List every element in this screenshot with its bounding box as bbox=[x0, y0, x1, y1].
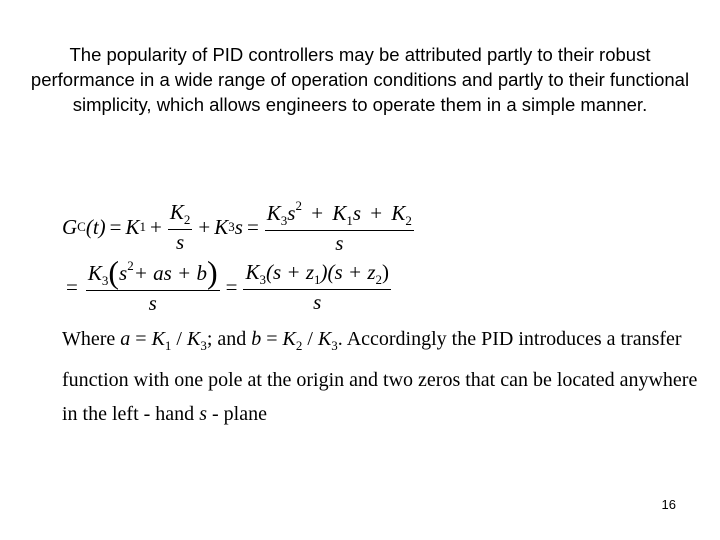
eq-subscript: 3 bbox=[280, 213, 288, 228]
prose-symbol: s bbox=[199, 403, 207, 425]
prose-subscript: 3 bbox=[331, 338, 338, 353]
eq-symbol: s bbox=[335, 231, 344, 256]
eq-symbol: G bbox=[62, 214, 78, 239]
eq-subscript: 2 bbox=[183, 211, 191, 227]
pid-factored-equation bbox=[62, 254, 393, 316]
eq-operator: = bbox=[66, 274, 78, 299]
eq-subscript: 3 bbox=[259, 271, 266, 287]
prose-symbol: b bbox=[251, 328, 262, 350]
eq-operator: + bbox=[150, 214, 162, 239]
prose-text: = bbox=[130, 328, 152, 350]
eq-fraction bbox=[168, 200, 193, 255]
prose-symbol: K bbox=[317, 328, 332, 350]
eq-subscript: 1 bbox=[346, 213, 353, 228]
page-number: 16 bbox=[661, 497, 676, 512]
eq-symbol: s bbox=[287, 201, 296, 225]
eq-subscript: 3 bbox=[101, 273, 109, 288]
eq-subscript: C bbox=[77, 219, 86, 235]
eq-operator: = bbox=[246, 214, 259, 239]
eq-symbol: K bbox=[266, 201, 281, 225]
eq-subscript: 2 bbox=[375, 271, 383, 287]
eq-symbol: K bbox=[125, 214, 140, 239]
prose-symbol: K bbox=[151, 328, 165, 350]
eq-fraction bbox=[265, 198, 414, 256]
eq-symbol: s bbox=[148, 291, 157, 316]
prose-symbol: K bbox=[186, 328, 201, 350]
eq-operator: + bbox=[370, 201, 383, 225]
prose-text: . Accordingly the PID introduces a transfer function with one pole at the origin and two zeros that can be located anywhere in the left - hand bbox=[62, 328, 698, 425]
eq-subscript: 2 bbox=[405, 213, 412, 228]
eq-expression: )(s + z bbox=[320, 259, 376, 284]
eq-subscript: 1 bbox=[139, 219, 147, 235]
pid-transfer-function-equation bbox=[62, 198, 416, 256]
eq-symbol: s bbox=[176, 229, 185, 254]
intro-paragraph: The popularity of PID controllers may be attributed partly to their robust performance in a wide range of operation conditions and partly to their functional simplicity, which allows engineers to operate them in a simple manner. bbox=[30, 44, 690, 115]
eq-paren: ) bbox=[206, 254, 218, 290]
prose-subscript: 2 bbox=[295, 338, 303, 353]
prose-symbol: a bbox=[120, 328, 131, 350]
prose-text: - plane bbox=[206, 403, 267, 425]
eq-symbol: K bbox=[169, 199, 184, 224]
eq-operator: = bbox=[109, 214, 122, 239]
prose-subscript: 3 bbox=[200, 338, 207, 353]
prose-text: ; and bbox=[206, 328, 252, 350]
prose-text: / bbox=[302, 328, 318, 350]
eq-operator: = bbox=[225, 274, 238, 299]
eq-superscript: 2 bbox=[295, 198, 302, 213]
pid-explanation-text bbox=[62, 322, 702, 431]
eq-symbol: s bbox=[313, 289, 322, 314]
eq-subscript: 1 bbox=[314, 271, 321, 287]
eq-symbol: K bbox=[245, 259, 260, 284]
eq-symbol: s bbox=[119, 261, 128, 285]
prose-subscript: 1 bbox=[164, 338, 172, 353]
eq-argument: (t) bbox=[85, 214, 106, 239]
eq-symbol: s bbox=[352, 201, 362, 225]
eq-expression: (s + z bbox=[265, 259, 314, 284]
eq-fraction bbox=[243, 260, 391, 315]
eq-operator: + bbox=[198, 214, 211, 239]
prose-symbol: K bbox=[282, 328, 296, 350]
eq-symbol: K bbox=[87, 261, 102, 285]
eq-paren: ) bbox=[382, 259, 390, 284]
eq-symbol: K bbox=[214, 214, 229, 239]
eq-paren: ( bbox=[108, 254, 120, 290]
eq-subscript: 3 bbox=[228, 219, 235, 235]
prose-text: Where bbox=[62, 328, 121, 350]
eq-symbol: K bbox=[391, 201, 406, 225]
eq-symbol: K bbox=[332, 201, 347, 225]
eq-expression: + as + b bbox=[133, 261, 207, 285]
prose-text: / bbox=[171, 328, 187, 350]
eq-operator: + bbox=[311, 201, 324, 225]
eq-symbol: s bbox=[234, 214, 243, 239]
eq-fraction bbox=[86, 254, 220, 316]
prose-text: = bbox=[261, 328, 283, 350]
eq-superscript: 2 bbox=[127, 258, 134, 273]
